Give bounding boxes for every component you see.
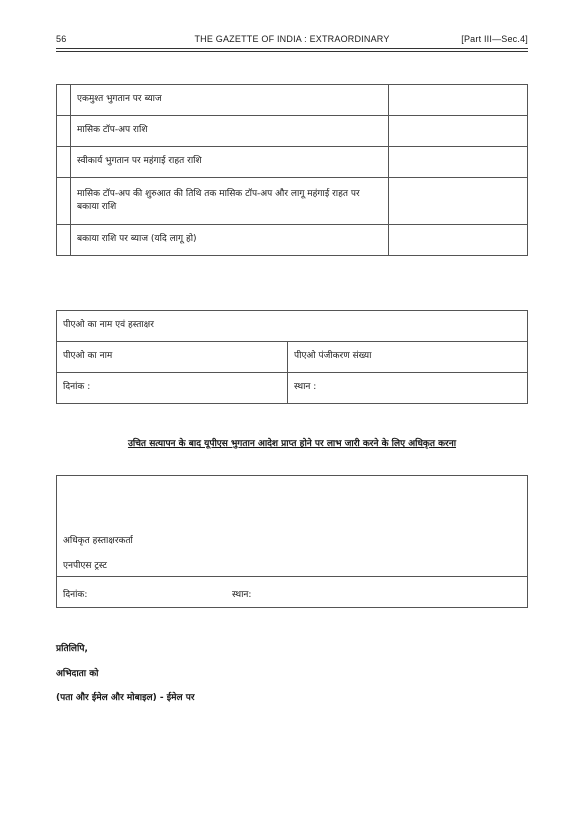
serial-cell <box>57 225 71 256</box>
pao-title: पीएओ का नाम एवं हस्ताक्षर <box>57 311 528 342</box>
table-row <box>57 225 528 256</box>
copy-line-1: प्रतिलिपि, <box>56 644 88 654</box>
table-row <box>57 147 528 178</box>
row-label: मासिक टॉप-अप राशि <box>71 116 389 147</box>
value-cell <box>389 147 528 178</box>
value-cell <box>389 225 528 256</box>
authorization-box <box>56 475 528 577</box>
table-row <box>57 116 528 147</box>
pao-signature-table <box>56 310 528 404</box>
header-rule-top <box>56 48 528 49</box>
value-cell <box>389 116 528 147</box>
table-row <box>57 178 528 225</box>
authorization-heading: उचित सत्यापन के बाद यूपीएस भुगतान आदेश प्राप्त होने पर लाभ जारी करने के लिए अधिकृत करना <box>127 439 457 449</box>
copy-line-3: (पता और ईमेल और मोबाइल) - ईमेल पर <box>56 693 195 703</box>
auth-date-label: दिनांक: <box>63 590 88 600</box>
row-label: स्वीकार्य भुगतान पर महंगाई राहत राशि <box>71 147 389 178</box>
table-row <box>57 373 528 404</box>
serial-cell <box>57 147 71 178</box>
row-label: मासिक टॉप-अप की शुरुआत की तिथि तक मासिक टॉप-अप और लागू महंगाई राहत पर बकाया राशि <box>71 178 389 225</box>
copy-line-2: अभिदाता को <box>56 669 99 679</box>
auth-place-label: स्थान: <box>232 590 252 600</box>
nps-trust: एनपीएस ट्रस्ट <box>63 561 107 571</box>
pao-registration-label: पीएओ पंजीकरण संख्या <box>288 342 528 373</box>
pao-name-label: पीएओ का नाम <box>57 342 288 373</box>
authorization-date-place <box>56 576 528 608</box>
page-number: 56 <box>56 34 67 44</box>
row-label: बकाया राशि पर ब्याज (यदि लागू हो) <box>71 225 389 256</box>
authorized-signatory: अधिकृत हस्ताक्षरकर्ता <box>63 536 133 546</box>
table-row <box>57 342 528 373</box>
gazette-title: THE GAZETTE OF INDIA : EXTRAORDINARY <box>194 34 390 44</box>
serial-cell <box>57 178 71 225</box>
header-rule-bottom <box>56 51 528 52</box>
page-header <box>56 34 528 48</box>
pao-place-label: स्थान : <box>288 373 528 404</box>
pao-date-label: दिनांक : <box>57 373 288 404</box>
serial-cell <box>57 116 71 147</box>
part-section: [Part III—Sec.4] <box>461 34 528 44</box>
table-row <box>57 311 528 342</box>
table-row <box>57 85 528 116</box>
value-cell <box>389 85 528 116</box>
serial-cell <box>57 85 71 116</box>
value-cell <box>389 178 528 225</box>
row-label: एकमुश्त भुगतान पर ब्याज <box>71 85 389 116</box>
payment-details-table <box>56 84 528 256</box>
